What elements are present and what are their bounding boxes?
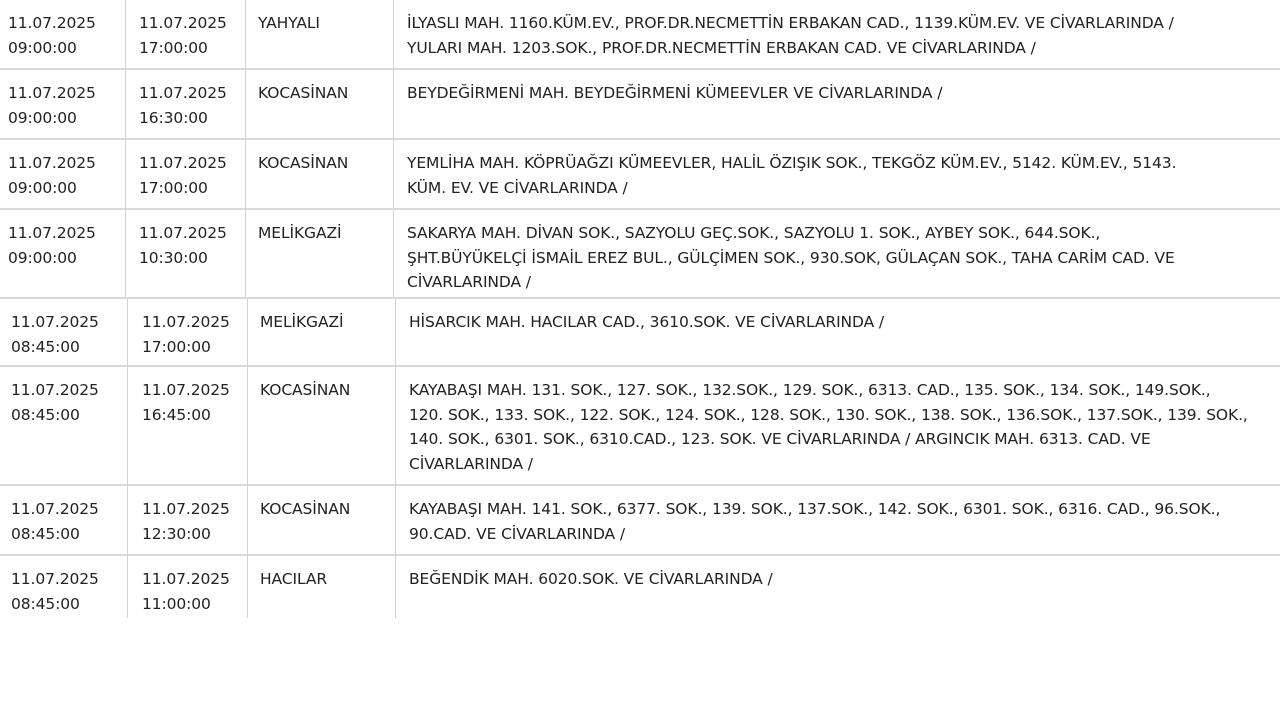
end-time: 12:30:00 — [142, 524, 211, 543]
table-row — [0, 70, 1280, 140]
address-line: YULARI MAH. 1203.SOK., PROF.DR.NECMETTİN ERBAKAN CAD. VE CİVARLARINDA / — [407, 38, 1036, 57]
end-date: 11.07.2025 — [139, 14, 227, 32]
district-name: YAHYALI — [258, 14, 320, 32]
column-divider — [245, 210, 246, 297]
column-divider — [125, 210, 126, 297]
table-row — [0, 210, 1280, 299]
end-time: 11:00:00 — [142, 594, 211, 613]
start-cell — [11, 486, 129, 554]
start-time: 09:00:00 — [8, 248, 77, 267]
address-cell — [409, 486, 1279, 554]
address-line: KAYABAŞI MAH. 131. SOK., 127. SOK., 132.SOK., 129. SOK., 6313. CAD., 135. SOK., 134. SOK., 149.SOK., — [409, 381, 1211, 399]
district-name: KOCASİNAN — [258, 154, 349, 172]
address-line: 90.CAD. VE CİVARLARINDA / — [409, 524, 626, 543]
column-divider — [393, 140, 394, 208]
district-name: MELİKGAZİ — [258, 224, 342, 242]
end-date: 11.07.2025 — [139, 224, 227, 242]
district-name: KOCASİNAN — [258, 84, 349, 102]
start-date: 11.07.2025 — [11, 500, 99, 518]
table-row — [0, 0, 1280, 70]
address-cell — [407, 210, 1277, 297]
start-date: 11.07.2025 — [11, 570, 99, 588]
end-date: 11.07.2025 — [142, 381, 230, 399]
column-divider — [393, 0, 394, 68]
end-date: 11.07.2025 — [142, 313, 230, 331]
start-date: 11.07.2025 — [8, 14, 96, 32]
start-cell — [8, 210, 126, 297]
district-cell — [260, 299, 396, 365]
address-line: 140. SOK., 6301. SOK., 6310.CAD., 123. SOK. VE CİVARLARINDA / ARGINCIK MAH. 6313. CAD. VE — [409, 430, 1151, 448]
table-row — [0, 367, 1280, 486]
district-cell — [260, 486, 396, 554]
column-divider — [127, 367, 128, 484]
table-row — [0, 486, 1280, 556]
end-cell — [139, 70, 247, 138]
address-line: HİSARCIK MAH. HACILAR CAD., 3610.SOK. VE CİVARLARINDA / — [409, 313, 885, 331]
end-time: 16:30:00 — [139, 108, 208, 127]
end-cell — [142, 367, 250, 484]
address-line: 120. SOK., 133. SOK., 122. SOK., 124. SOK., 128. SOK., 130. SOK., 138. SOK., 136.SOK., 137.SOK., 139. SOK., — [409, 405, 1248, 424]
column-divider — [395, 486, 396, 554]
start-time: 08:45:00 — [11, 337, 80, 356]
start-cell — [8, 70, 126, 138]
column-divider — [125, 140, 126, 208]
address-line: BEĞENDİK MAH. 6020.SOK. VE CİVARLARINDA / — [409, 570, 773, 588]
column-divider — [247, 299, 248, 365]
address-line: SAKARYA MAH. DİVAN SOK., SAZYOLU GEÇ.SOK., SAZYOLU 1. SOK., AYBEY SOK., 644.SOK., — [407, 224, 1101, 242]
column-divider — [245, 140, 246, 208]
end-cell — [139, 0, 247, 68]
address-cell — [409, 367, 1279, 484]
address-cell — [407, 0, 1277, 68]
address-line: KÜM. EV. VE CİVARLARINDA / — [407, 178, 628, 197]
district-cell — [260, 556, 396, 618]
address-cell — [407, 140, 1277, 208]
column-divider — [393, 70, 394, 138]
address-line: İLYASLI MAH. 1160.KÜM.EV., PROF.DR.NECMETTİN ERBAKAN CAD., 1139.KÜM.EV. VE CİVARLARINDA / — [407, 14, 1174, 32]
column-divider — [247, 486, 248, 554]
address-cell — [409, 556, 1279, 618]
start-date: 11.07.2025 — [8, 224, 96, 242]
start-time: 08:45:00 — [11, 524, 80, 543]
start-date: 11.07.2025 — [8, 154, 96, 172]
column-divider — [127, 486, 128, 554]
start-date: 11.07.2025 — [11, 313, 99, 331]
address-line: CİVARLARINDA / — [409, 454, 533, 473]
end-time: 10:30:00 — [139, 248, 208, 267]
district-cell — [258, 210, 394, 297]
start-time: 09:00:00 — [8, 38, 77, 57]
start-cell — [8, 0, 126, 68]
address-cell — [409, 299, 1279, 365]
end-cell — [139, 140, 247, 208]
district-cell — [258, 70, 394, 138]
start-time: 08:45:00 — [11, 594, 80, 613]
start-time: 09:00:00 — [8, 108, 77, 127]
column-divider — [247, 367, 248, 484]
column-divider — [395, 556, 396, 618]
address-line: CİVARLARINDA / — [407, 273, 531, 291]
column-divider — [395, 367, 396, 484]
end-date: 11.07.2025 — [139, 84, 227, 102]
end-time: 17:00:00 — [139, 38, 208, 57]
end-date: 11.07.2025 — [139, 154, 227, 172]
district-name: MELİKGAZİ — [260, 313, 344, 331]
start-time: 08:45:00 — [11, 405, 80, 424]
start-cell — [8, 140, 126, 208]
address-line: BEYDEĞİRMENİ MAH. BEYDEĞİRMENİ KÜMEEVLER VE CİVARLARINDA / — [407, 84, 943, 102]
address-cell — [407, 70, 1277, 138]
end-time: 16:45:00 — [142, 405, 211, 424]
start-time: 09:00:00 — [8, 178, 77, 197]
column-divider — [247, 556, 248, 618]
column-divider — [393, 210, 394, 297]
district-name: KOCASİNAN — [260, 500, 351, 518]
start-cell — [11, 299, 129, 365]
end-date: 11.07.2025 — [142, 500, 230, 518]
address-line: ŞHT.BÜYÜKELÇİ İSMAİL EREZ BUL., GÜLÇİMEN SOK., 930.SOK, GÜLAÇAN SOK., TAHA CARİM CAD. VE — [407, 248, 1175, 267]
start-date: 11.07.2025 — [8, 84, 96, 102]
district-cell — [258, 140, 394, 208]
end-time: 17:00:00 — [142, 337, 211, 356]
table-row — [0, 140, 1280, 210]
column-divider — [125, 0, 126, 68]
start-cell — [11, 556, 129, 618]
start-date: 11.07.2025 — [11, 381, 99, 399]
end-date: 11.07.2025 — [142, 570, 230, 588]
end-cell — [142, 299, 250, 365]
start-cell — [11, 367, 129, 484]
column-divider — [245, 70, 246, 138]
address-line: YEMLİHA MAH. KÖPRÜAĞZI KÜMEEVLER, HALİL ÖZIŞIK SOK., TEKGÖZ KÜM.EV., 5142. KÜM.EV., 5143. — [407, 154, 1177, 172]
district-name: KOCASİNAN — [260, 381, 351, 399]
end-cell — [142, 486, 250, 554]
column-divider — [245, 0, 246, 68]
table-row — [0, 299, 1280, 367]
end-time: 17:00:00 — [139, 178, 208, 197]
column-divider — [127, 299, 128, 365]
address-line: KAYABAŞI MAH. 141. SOK., 6377. SOK., 139. SOK., 137.SOK., 142. SOK., 6301. SOK., 6316. CAD., 96.SOK., — [409, 500, 1221, 518]
column-divider — [395, 299, 396, 365]
district-cell — [258, 0, 394, 68]
column-divider — [125, 70, 126, 138]
end-cell — [142, 556, 250, 618]
end-cell — [139, 210, 247, 297]
district-cell — [260, 367, 396, 484]
column-divider — [127, 556, 128, 618]
district-name: HACILAR — [260, 570, 328, 588]
table-row — [0, 556, 1280, 618]
